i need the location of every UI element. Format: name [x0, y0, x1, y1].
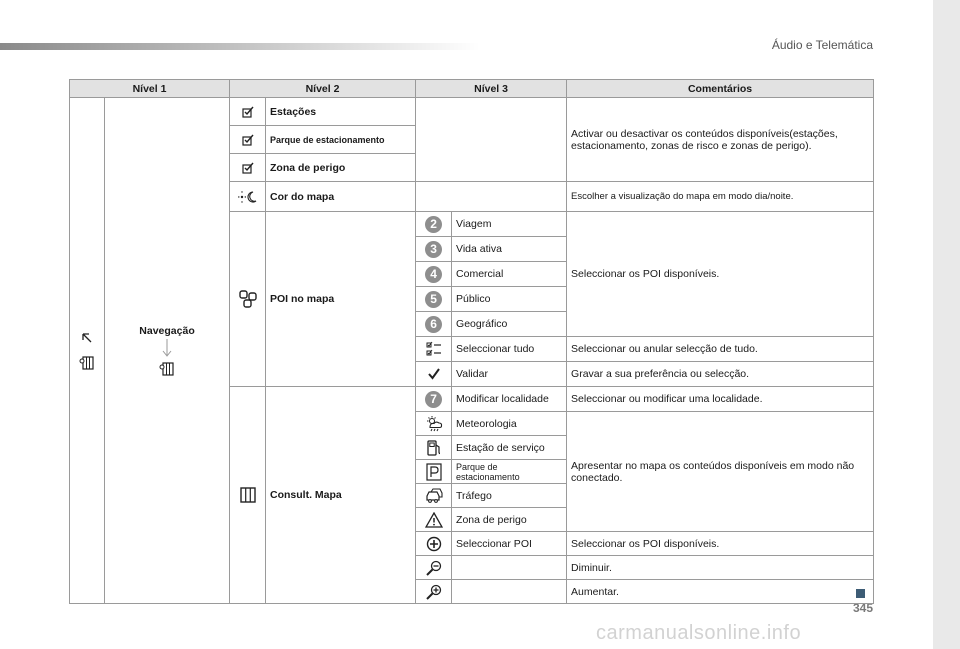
zoom-out-icon	[416, 556, 452, 580]
comment-modificar: Seleccionar ou modificar uma localidade.	[567, 387, 874, 412]
level3-empty-cell	[416, 98, 567, 182]
cell-parque2: Parque de estacionamento	[452, 460, 567, 484]
section-title: Áudio e Telemática	[771, 38, 873, 52]
cell-comercial: Comercial	[452, 262, 567, 287]
page-side-band	[933, 0, 960, 649]
page-number: 345	[852, 601, 873, 615]
zoom-in-icon	[416, 580, 452, 604]
cell-consult-mapa: Consult. Mapa	[266, 387, 416, 604]
parking-icon	[416, 460, 452, 484]
header-comments: Comentários	[567, 80, 874, 98]
cell-empty	[452, 556, 567, 580]
comment-sel-poi: Seleccionar os POI disponíveis.	[567, 532, 874, 556]
badge-5: 5	[416, 287, 452, 312]
cell-trafego: Tráfego	[452, 484, 567, 508]
comment-validar: Gravar a sua preferência ou selecção.	[567, 362, 874, 387]
checkbox-icon	[230, 154, 266, 182]
level2-navigation-cell	[105, 98, 230, 604]
cell-parque: Parque de estacionamento	[266, 126, 416, 154]
comment-tudo: Seleccionar ou anular selecção de tudo.	[567, 337, 874, 362]
watermark: carmanualsonline.info	[596, 622, 802, 644]
cell-validar: Validar	[452, 362, 567, 387]
badge-2: 2	[416, 212, 452, 237]
cell-meteorologia: Meteorologia	[452, 412, 567, 436]
cell-estacao-servico: Estação de serviço	[452, 436, 567, 460]
table-row	[70, 98, 874, 126]
check-icon	[416, 362, 452, 387]
comment-aumentar: Aumentar.	[567, 580, 874, 604]
header-level3: Nível 3	[416, 80, 567, 98]
badge-7: 7	[416, 387, 452, 412]
navigation-label: Navegação	[139, 324, 195, 337]
comment-cor: Escolher a visualização do mapa em modo dia/noite.	[567, 182, 874, 212]
cell-empty	[452, 580, 567, 604]
map-settings-icon	[70, 355, 104, 371]
map-icon	[230, 387, 266, 604]
badge-6: 6	[416, 312, 452, 337]
header-level1: Nível 1	[70, 80, 230, 98]
chevron-down-icon	[105, 339, 229, 359]
cell-modificar: Modificar localidade	[452, 387, 567, 412]
map-settings-icon	[105, 361, 229, 377]
table-header-row	[70, 80, 874, 98]
cell-publico: Público	[452, 287, 567, 312]
traffic-icon	[416, 484, 452, 508]
weather-icon	[416, 412, 452, 436]
cell-cor-mapa: Cor do mapa	[266, 182, 416, 212]
fuel-station-icon	[416, 436, 452, 460]
level3-empty-cell	[416, 182, 567, 212]
cell-geografico: Geográfico	[452, 312, 567, 337]
comment-poi: Seleccionar os POI disponíveis.	[567, 212, 874, 337]
header-gradient-bar	[0, 43, 480, 50]
cell-zona-perigo: Zona de perigo	[266, 154, 416, 182]
cell-seleccionar-tudo: Seleccionar tudo	[452, 337, 567, 362]
comment-apresentar: Apresentar no mapa os conteúdos disponíveis em modo não conectado.	[567, 412, 874, 532]
badge-3: 3	[416, 237, 452, 262]
checkbox-icon	[230, 126, 266, 154]
comment-activar: Activar ou desactivar os conteúdos disponíveis(estações, estacionamento, zonas de risco e zonas de perigo).	[567, 98, 874, 182]
cell-viagem: Viagem	[452, 212, 567, 237]
add-circle-icon	[416, 532, 452, 556]
cell-vida-ativa: Vida ativa	[452, 237, 567, 262]
cell-seleccionar-poi: Seleccionar POI	[452, 532, 567, 556]
day-night-icon	[230, 182, 266, 212]
cell-estacoes: Estações	[266, 98, 416, 126]
header-level2: Nível 2	[230, 80, 416, 98]
cell-poi-mapa: POI no mapa	[266, 212, 416, 387]
select-all-icon	[416, 337, 452, 362]
warning-icon	[416, 508, 452, 532]
comment-diminuir: Diminuir.	[567, 556, 874, 580]
cell-zona-perigo2: Zona de perigo	[452, 508, 567, 532]
navigation-arrow-icon	[70, 331, 104, 345]
menu-table	[69, 79, 874, 604]
checkbox-icon	[230, 98, 266, 126]
level1-icon-cell	[70, 98, 105, 604]
badge-4: 4	[416, 262, 452, 287]
poi-icon	[230, 212, 266, 387]
